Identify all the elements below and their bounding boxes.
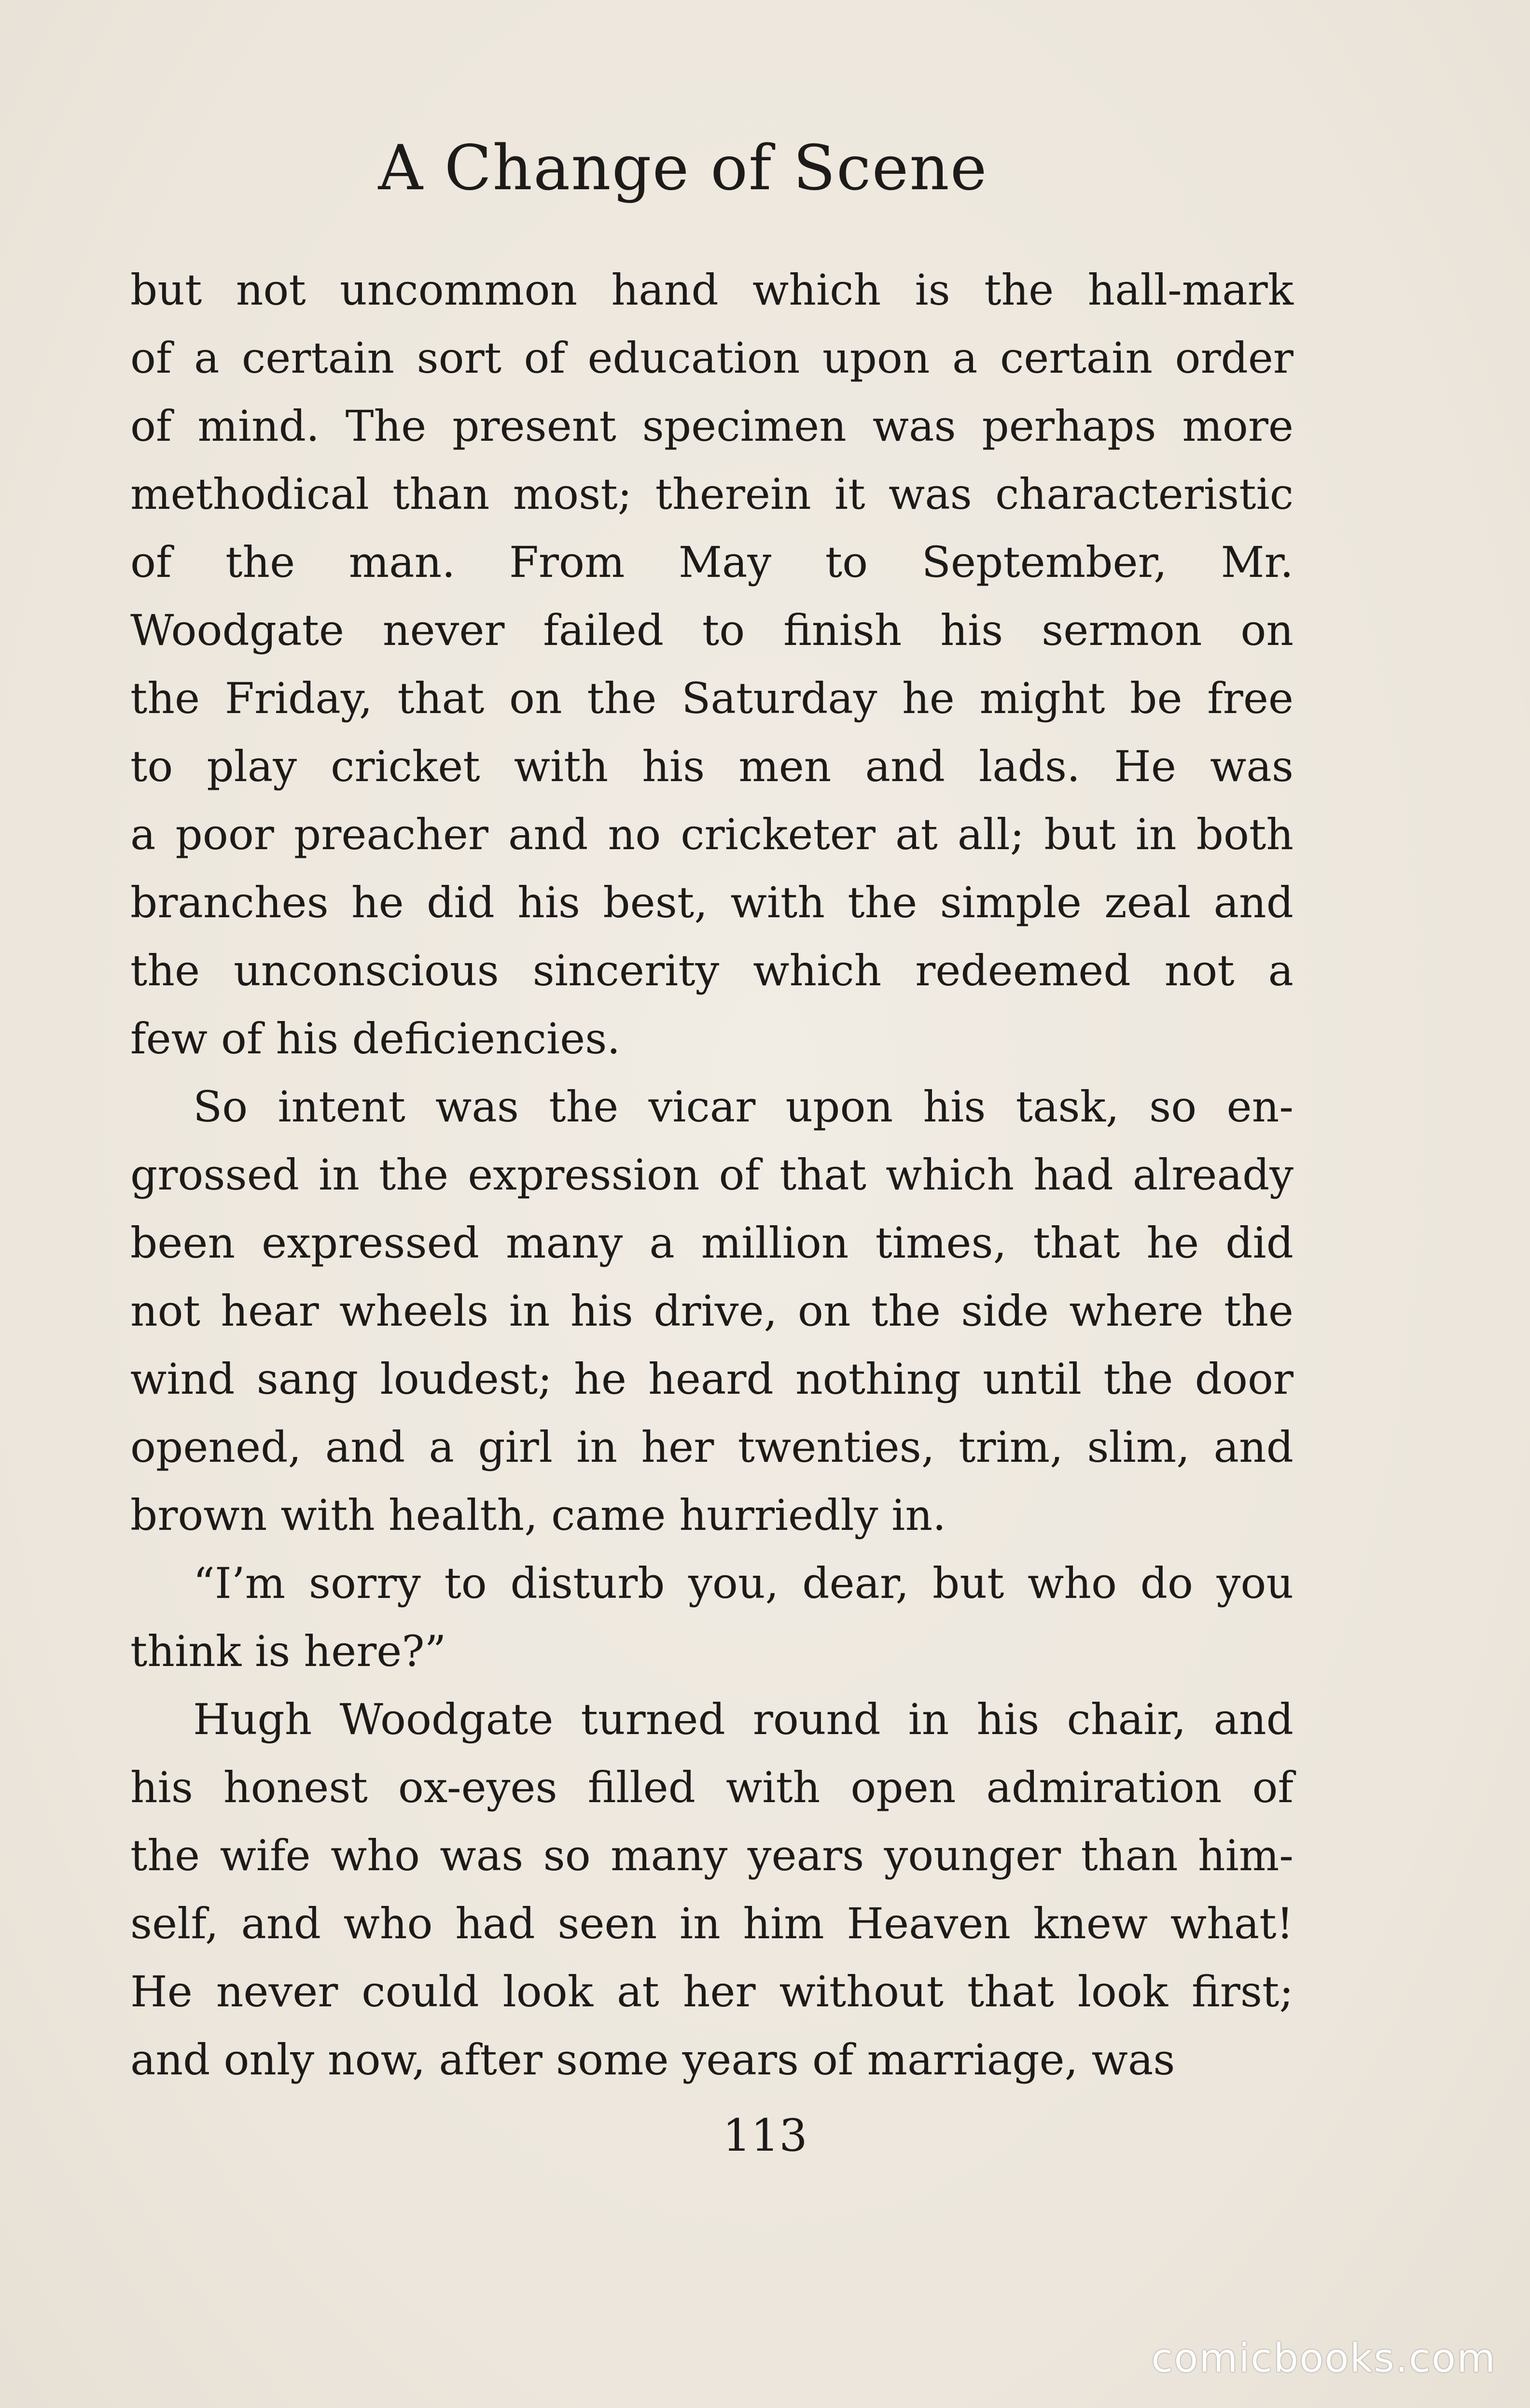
text-line: few of his deficiencies.: [130, 1014, 621, 1064]
text-line: branches he did his best, with the simple zeal and: [130, 878, 1294, 927]
text-line: self, and who had seen in him Heaven knew what!: [130, 1899, 1294, 1948]
text-line: been expressed many a million times, that he did: [130, 1218, 1294, 1268]
text-line: He never could look at her without that look first;: [130, 1967, 1294, 2016]
page-number: 113: [723, 2110, 807, 2161]
paragraph: [130, 1073, 1294, 1549]
body-text: [130, 256, 1294, 2094]
text-line: methodical than most; therein it was characteristic: [130, 469, 1294, 519]
text-line: of mind. The present specimen was perhaps more: [130, 401, 1294, 451]
text-line: of the man. From May to September, Mr.: [130, 537, 1294, 587]
text-line: think is here?”: [130, 1626, 446, 1676]
text-line: brown with health, came hurriedly in.: [130, 1490, 946, 1540]
text-line: to play cricket with his men and lads. He was: [130, 742, 1294, 791]
text-line: but not uncommon hand which is the hall-mark: [130, 265, 1294, 315]
text-line: opened, and a girl in her twenties, trim, slim, and: [130, 1422, 1294, 1472]
text-line: of a certain sort of education upon a certain order: [130, 333, 1294, 383]
text-line: a poor preacher and no cricketer at all; but in both: [130, 810, 1294, 859]
text-line: not hear wheels in his drive, on the side where the: [130, 1286, 1294, 1336]
text-line: the Friday, that on the Saturday he might be free: [130, 673, 1294, 723]
text-line: Woodgate never failed to finish his sermon on: [130, 605, 1294, 655]
text-line: wind sang loudest; he heard nothing until the door: [130, 1354, 1294, 1404]
paragraph: [130, 1549, 1294, 1685]
text-line: the wife who was so many years younger than him-: [130, 1831, 1294, 1880]
text-line: So intent was the vicar upon his task, so en-: [193, 1082, 1294, 1132]
text-line: and only now, after some years of marriage, was: [130, 2035, 1175, 2085]
paragraph: [130, 256, 1294, 1073]
paragraph: [130, 1685, 1294, 2094]
text-line: “I’m sorry to disturb you, dear, but who do you: [193, 1558, 1294, 1608]
text-line: Hugh Woodgate turned round in his chair, and: [193, 1694, 1294, 1744]
running-head: A Change of Scene: [378, 132, 988, 204]
text-line: grossed in the expression of that which had already: [130, 1150, 1294, 1200]
text-line: the unconscious sincerity which redeemed not a: [130, 946, 1294, 995]
text-line: his honest ox-eyes filled with open admiration of: [130, 1763, 1294, 1812]
watermark: comicbooks.com: [1151, 2336, 1496, 2381]
